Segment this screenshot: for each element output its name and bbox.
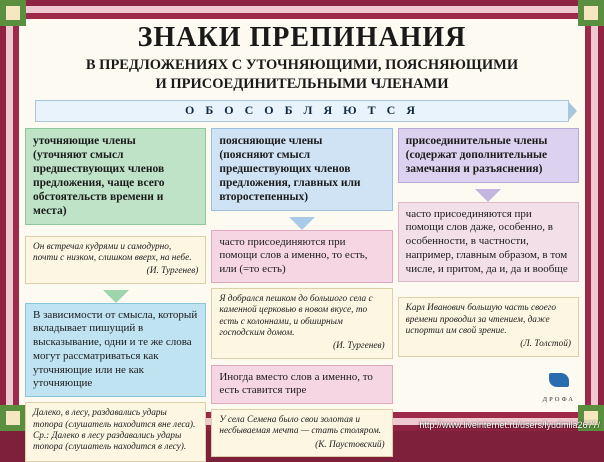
rule-text: Иногда вместо слов а именно, то есть ставится тире [219, 370, 373, 397]
column-note: (поясняют смысл предшествующих членов предложения, главных или второстепенных) [219, 148, 361, 203]
example-source: (И. Тургенев) [146, 266, 199, 277]
page-subtitle [19, 56, 585, 92]
column-connective [398, 128, 579, 458]
page-title: ЗНАКИ ПРЕПИНАНИЯ [137, 22, 467, 53]
example-card [25, 402, 206, 461]
column-explanatory [211, 128, 392, 458]
arrow-down-icon [475, 189, 501, 202]
banner-obosoblyayutsya [35, 100, 569, 122]
rule-card [398, 202, 579, 283]
example-card [211, 409, 392, 457]
arrow-down-icon [289, 217, 315, 230]
rule-text: часто присоединяются при помощи слов а именно, то есть, или (=то есть) [219, 235, 368, 276]
title-block [19, 19, 585, 93]
example-text: Карл Иванович большую часть своего времени проводил за чтением, даже испортил им свой зрение. [405, 303, 557, 337]
example-text: Я добрался пешком до большого села с каменной церковью в новом вкусе, то есть с колоннами, и обширным господским домом. [219, 293, 373, 338]
example-source: (И. Тургенев) [332, 341, 385, 352]
page-subtitle-line-2: И ПРИСОЕДИНИТЕЛЬНЫМИ ЧЛЕНАМИ [155, 75, 449, 92]
example-source: (К. Паустовский) [315, 439, 385, 450]
rule-text: часто присоединяются при помощи слов даже, особенно, в особенности, в частности, например, главным образом, в том числе, и притом, да и, да и вообще [405, 207, 568, 275]
example-card [211, 288, 392, 359]
drofa-logo-icon [549, 373, 569, 387]
example-text: Он встречал кудрями и самодурно, почти с низком, слишком вверх, на небе. [33, 241, 192, 264]
column-title: уточняющие члены [33, 134, 136, 147]
example-source: (Л. Толстой) [520, 339, 571, 350]
corner-ornament-inner [6, 6, 20, 20]
column-title: присоединительные члены [405, 134, 548, 147]
column-header [25, 128, 206, 225]
arrow-down-icon [103, 290, 129, 303]
arrow-right-icon [568, 101, 577, 121]
watermark-url: http://www.liveinternet.ru/users/lyudmila2677/ [419, 420, 600, 430]
column-header [211, 128, 392, 211]
page-subtitle-line-1: В ПРЕДЛОЖЕНИЯХ С УТОЧНЯЮЩИМИ, ПОЯСНЯЮЩИМИ [85, 57, 519, 74]
column-title: поясняющие члены [219, 134, 323, 147]
publisher-logo [543, 373, 575, 406]
example-card [25, 236, 206, 284]
corner-ornament-inner [584, 6, 598, 20]
example-card [398, 297, 579, 356]
rule-text: В зависимости от смысла, который вкладывает пишущий в высказывание, одни и те же слова могут рассматриваться как уточняющие или не как уточняющие [33, 308, 198, 390]
publisher-name: ДРОФА [542, 396, 575, 403]
column-note: (содержат дополнительные замечания и разъяснения) [405, 148, 548, 175]
column-note: (уточняют смысл предшествующих членов предложения, чаще всего обстоятельств времени и места) [33, 148, 165, 217]
banner-label: О Б О С О Б Л Я Ю Т С Я [185, 103, 419, 118]
rule-card [25, 303, 206, 398]
column-header [398, 128, 579, 183]
example-text: Далеко, в лесу, раздавались удары топора (слушатель находится вне леса). Ср.: Далеко в лесу раздавались удары топора (слушатель находится в лесу). [33, 408, 196, 453]
rule-card [211, 365, 392, 405]
column-clarifying [25, 128, 206, 458]
rule-card [211, 230, 392, 283]
example-text: У села Семена было свои золотая и несбываемая мечта — стать столяром. [219, 415, 382, 437]
corner-ornament-inner [6, 411, 20, 425]
columns-container [25, 128, 579, 458]
